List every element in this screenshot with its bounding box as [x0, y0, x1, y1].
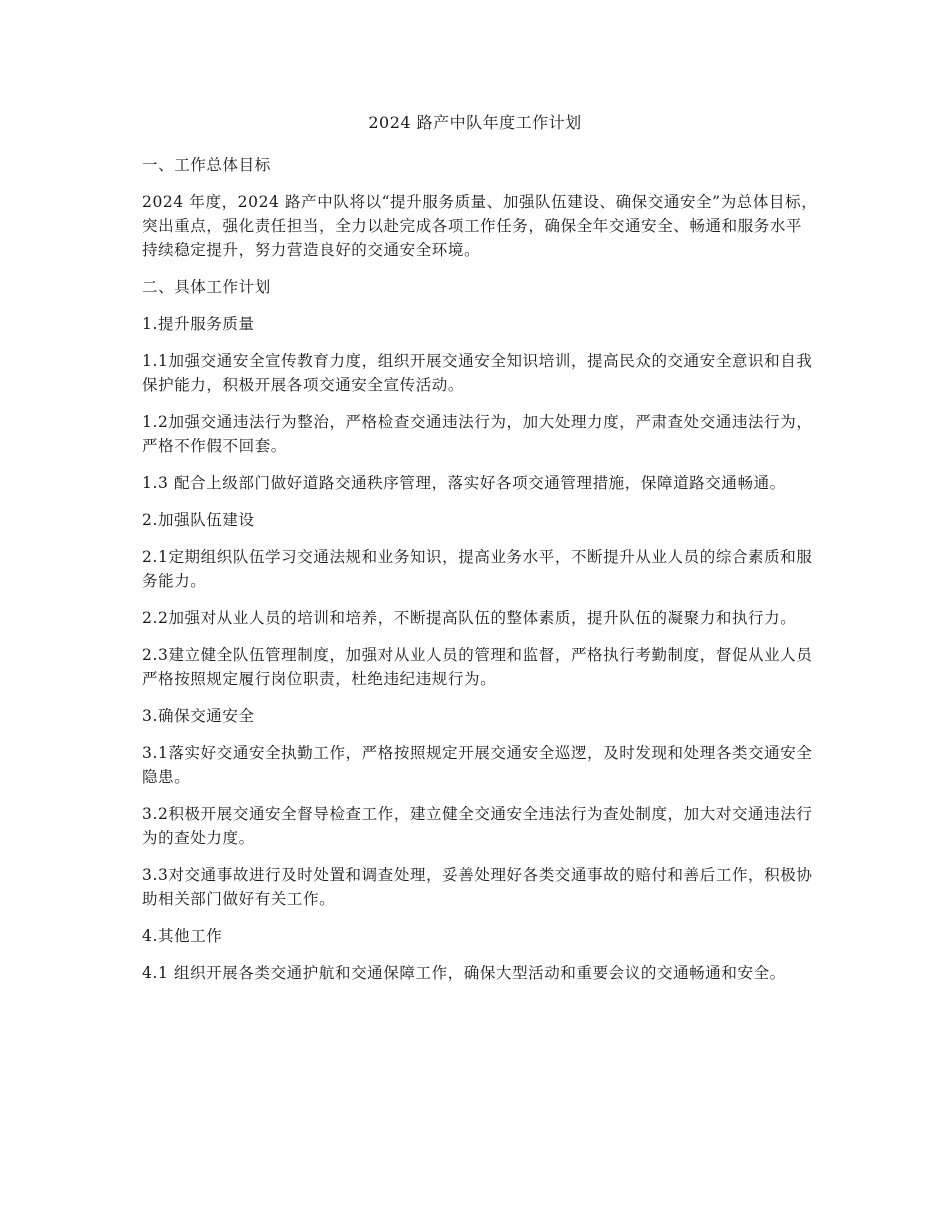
- paragraph-1-2: 1.2加强交通违法行为整治，严格检查交通违法行为，加大处理力度，严肃查处交通违法行为，严格不作假不回套。: [142, 413, 813, 455]
- paragraph-1-3: 1.3 配合上级部门做好道路交通秩序管理，落实好各项交通管理措施，保障道路交通畅通。: [142, 474, 786, 492]
- section-heading-plan: 二、具体工作计划: [142, 278, 271, 296]
- paragraph-3-2: 3.2积极开展交通安全督导检查工作，建立健全交通安全违法行为查处制度，加大对交通违法行为的查处力度。: [142, 805, 813, 847]
- paragraph-1-1: 1.1加强交通安全宣传教育力度，组织开展交通安全知识培训，提高民众的交通安全意识和自我保护能力，积极开展各项交通安全宣传活动。: [142, 352, 813, 394]
- subheading-team-building: 2.加强队伍建设: [142, 511, 255, 529]
- subheading-traffic-safety: 3.确保交通安全: [142, 707, 255, 725]
- subheading-service-quality: 1.提升服务质量: [142, 315, 255, 333]
- paragraph-3-1: 3.1落实好交通安全执勤工作，严格按照规定开展交通安全巡逻，及时发现和处理各类交通安全隐患。: [142, 744, 813, 786]
- paragraph-2-3: 2.3建立健全队伍管理制度，加强对从业人员的管理和监督，严格执行考勤制度，督促从业人员严格按照规定履行岗位职责，杜绝违纪违规行为。: [142, 646, 813, 688]
- paragraph-2-2: 2.2加强对从业人员的培训和培养，不断提高队伍的整体素质，提升队伍的凝聚力和执行力。: [142, 609, 797, 627]
- paragraph-2-1: 2.1定期组织队伍学习交通法规和业务知识，提高业务水平，不断提升从业人员的综合素质和服务能力。: [142, 548, 813, 590]
- paragraph-goal: 2024 年度，2024 路产中队将以“提升服务质量、加强队伍建设、确保交通安全”为总体目标，突出重点，强化责任担当，全力以赴完成各项工作任务，确保全年交通安全、畅通和服务水平持续稳定提升，努力营造良好的交通安全环境。: [142, 193, 818, 259]
- document-title: 2024 路产中队年度工作计划: [368, 113, 582, 132]
- document-body: [142, 153, 818, 998]
- subheading-other-work: 4.其他工作: [142, 927, 223, 945]
- section-heading-goal: 一、工作总体目标: [142, 156, 271, 174]
- paragraph-4-1: 4.1 组织开展各类交通护航和交通保障工作，确保大型活动和重要会议的交通畅通和安全。: [142, 964, 786, 982]
- paragraph-3-3: 3.3对交通事故进行及时处置和调查处理，妥善处理好各类交通事故的赔付和善后工作，积极协助相关部门做好有关工作。: [142, 866, 813, 908]
